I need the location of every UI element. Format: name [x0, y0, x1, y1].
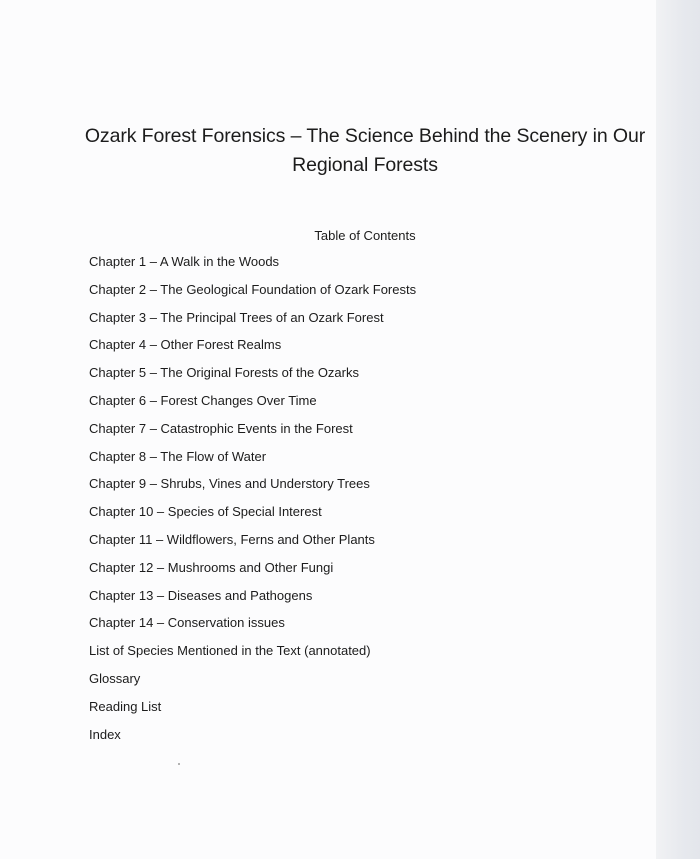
toc-entry-chapter-2: Chapter 2 – The Geological Foundation of Ozark Forests — [89, 281, 417, 297]
toc-entry-chapter-7: Chapter 7 – Catastrophic Events in the Forest — [89, 420, 353, 436]
document-title: Ozark Forest Forensics – The Science Behind the Scenery in Our Regional Forests — [84, 125, 646, 176]
toc-entry-chapter-4: Chapter 4 – Other Forest Realms — [89, 337, 282, 353]
toc-entry-chapter-12: Chapter 12 – Mushrooms and Other Fungi — [89, 559, 334, 575]
toc-entry-chapter-8: Chapter 8 – The Flow of Water — [89, 448, 267, 464]
toc-entry-chapter-10: Chapter 10 – Species of Special Interest — [89, 504, 322, 520]
toc-entry-chapter-13: Chapter 13 – Diseases and Pathogens — [89, 587, 313, 603]
toc-entry-chapter-3: Chapter 3 – The Principal Trees of an Ozark Forest — [89, 309, 384, 325]
toc-entry-chapter-11: Chapter 11 – Wildflowers, Ferns and Other Plants — [89, 531, 375, 547]
toc-entry-index: Index — [89, 726, 121, 742]
toc-entry-reading-list: Reading List — [89, 698, 162, 714]
toc-entry-chapter-14: Chapter 14 – Conservation issues — [89, 615, 285, 631]
toc-entry-chapter-5: Chapter 5 – The Original Forests of the Ozarks — [89, 365, 359, 381]
toc-list — [89, 252, 416, 752]
toc-entry-chapter-1: Chapter 1 – A Walk in the Woods — [89, 254, 280, 269]
toc-entry-chapter-6: Chapter 6 – Forest Changes Over Time — [89, 392, 317, 408]
toc-heading: Table of Contents — [314, 228, 416, 243]
toc-entry-species-list: List of Species Mentioned in the Text (annotated) — [89, 643, 371, 659]
toc-entry-glossary: Glossary — [89, 670, 141, 686]
toc-entry-chapter-9: Chapter 9 – Shrubs, Vines and Understory Trees — [89, 476, 370, 492]
scan-speck — [178, 763, 180, 765]
